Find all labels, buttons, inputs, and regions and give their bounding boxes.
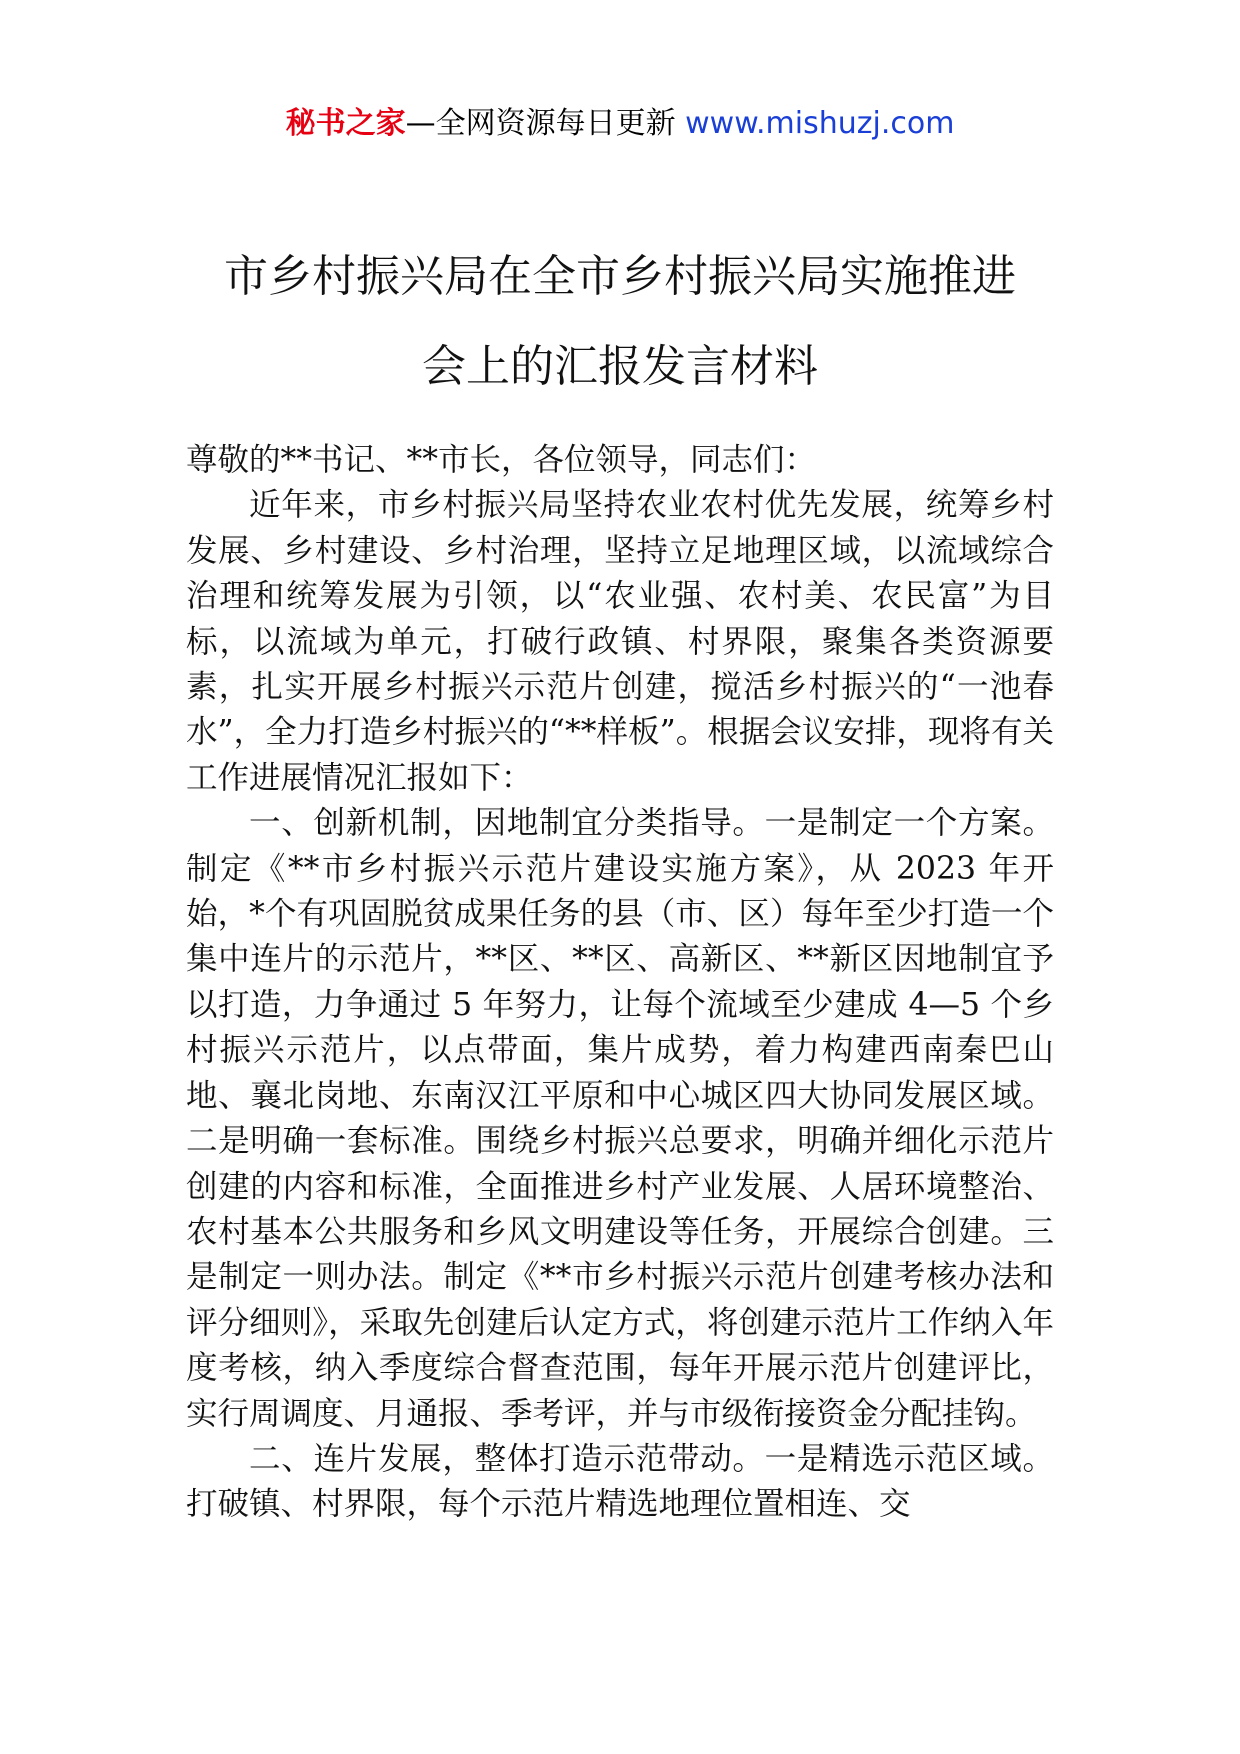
banner-tagline: —全网资源每日更新 (405, 106, 686, 141)
banner-brand: 秘书之家 (285, 106, 406, 141)
paragraph-intro: 近年来，市乡村振兴局坚持农业农村优先发展，统筹乡村发展、乡村建设、乡村治理，坚持立足地理区域，以流域综合治理和统筹发展为引领，以“农业强、农村美、农民富”为目标，以流域为单元，打破行政镇、村界限，聚集各类资源要素，扎实开展乡村振兴示范片创建，搅活乡村振兴的“一池春水”，全力打造乡村振兴的“**样板”。根据会议安排，现将有关工作进展情况汇报如下： (186, 487, 1054, 796)
site-banner (0, 100, 1240, 148)
document-title (120, 232, 1120, 412)
paragraph-section-1: 一、创新机制，因地制宜分类指导。一是制定一个方案。制定《**市乡村振兴示范片建设实施方案》，从 2023 年开始，*个有巩固脱贫成果任务的县（市、区）每年至少打造一个集中连片的示范片，**区、**区、高新区、**新区因地制宜予以打造，力争通过 5 年努力，让每个流域至少建成 4—5 个乡村振兴示范片，以点带面，集片成势，着力构建西南秦巴山地、襄北岗地、东南汉江平原和中心城区四大协同发展区域。二是明确一套标准。围绕乡村振兴总要求，明确并细化示范片创建的内容和标准，全面推进乡村产业发展、人居环境整治、农村基本公共服务和乡风文明建设等任务，开展综合创建。三是制定一则办法。制定《**市乡村振兴示范片创建考核办法和评分细则》，采取先创建后认定方式，将创建示范片工作纳入年度考核，纳入季度综合督查范围，每年开展示范片创建评比，实行周调度、月通报、季考评，并与市级衔接资金分配挂钩。 (186, 805, 1054, 1432)
paragraph-section-2: 二、连片发展，整体打造示范带动。一是精选示范区域。打破镇、村界限，每个示范片精选地理位置相连、交 (186, 1440, 1054, 1523)
title-line-2: 会上的汇报发言材料 (422, 341, 818, 392)
salutation: 尊敬的**书记、**市长，各位领导，同志们： (186, 442, 817, 478)
banner-url-link[interactable]: www.mishuzj.com (685, 106, 955, 141)
title-line-1: 市乡村振兴局在全市乡村振兴局实施推进 (224, 251, 1016, 302)
document-body (186, 438, 1054, 1528)
